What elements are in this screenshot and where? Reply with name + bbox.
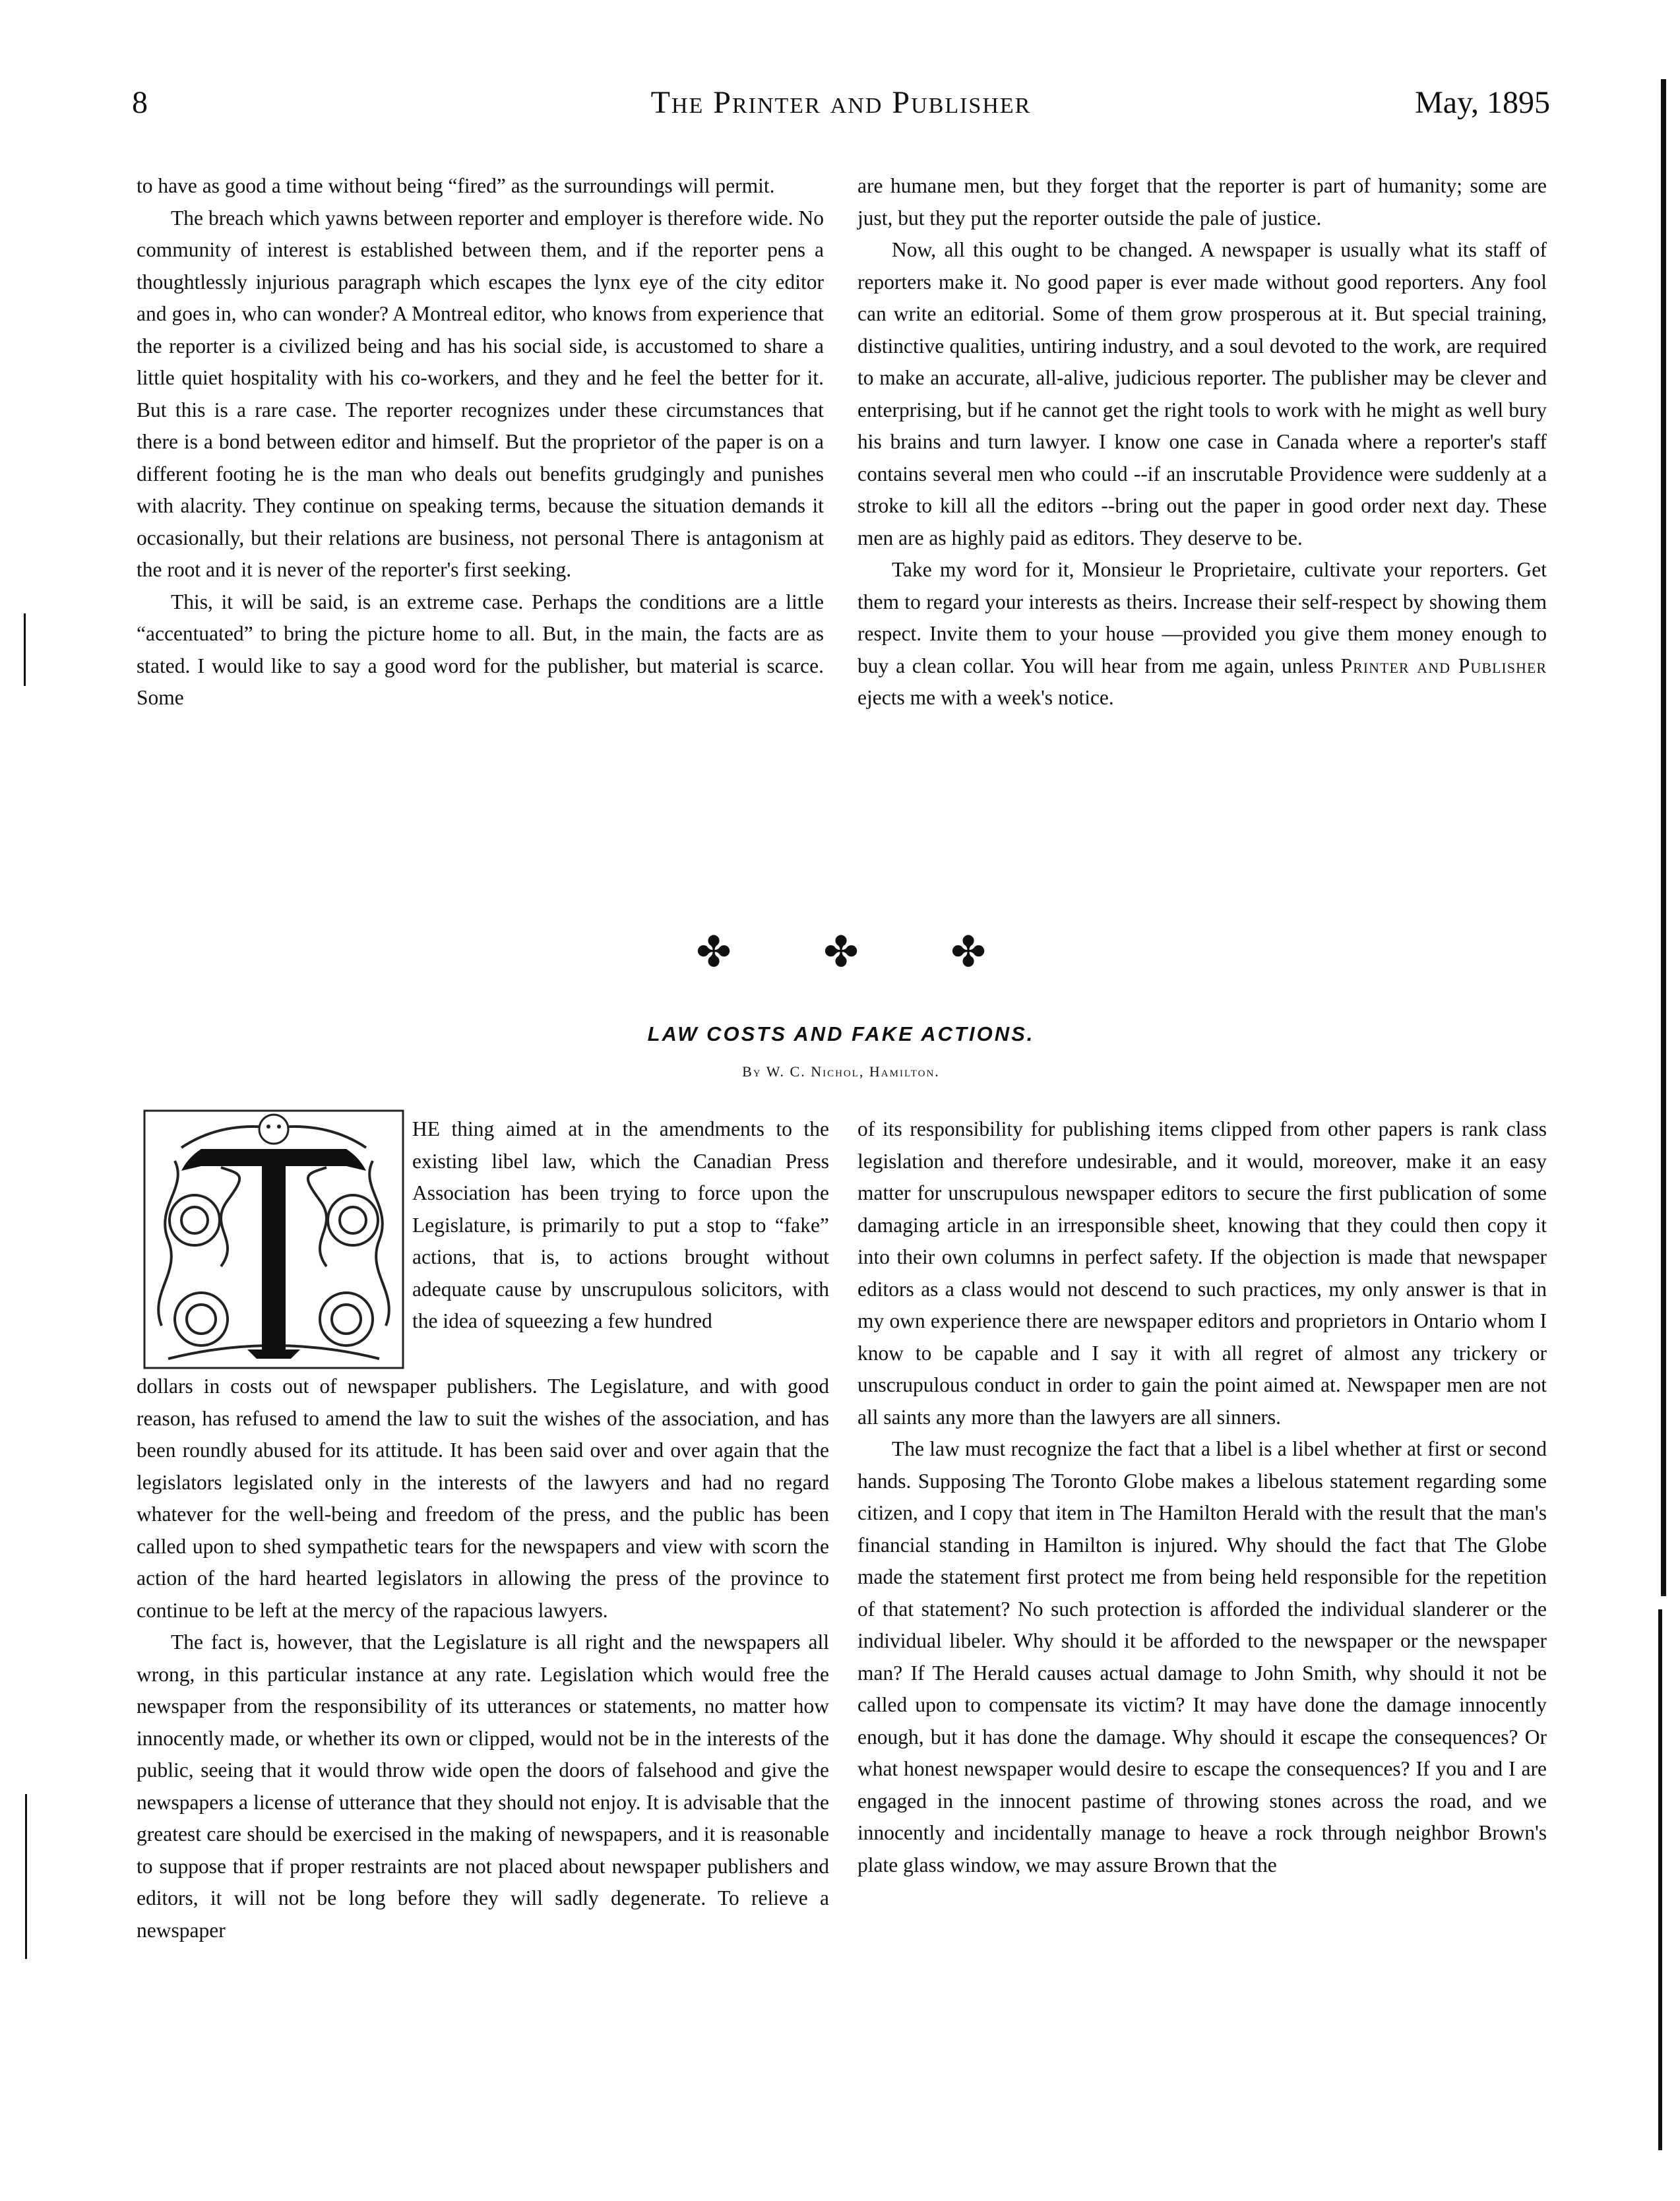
margin-mark <box>24 613 26 686</box>
lower-right-column <box>857 1113 1547 1881</box>
lower-left-column <box>137 1371 829 1946</box>
upper-left-column <box>137 170 824 714</box>
paragraph <box>857 554 1547 714</box>
running-header <box>132 84 1550 131</box>
paragraph: The breach which yawns between reporter and employer is therefore wide. No community of interest is established between them, and if the reporter pens a thoughtlessly injurious paragraph which escapes the lynx eye of the city editor and goes in, who can wonder? A Montreal editor, who knows from experience that the reporter is a civilized being and has his social side, is accustomed to share a little quiet hospitality with his co-workers, and they and he feel the better for it. But this is a rare case. The reporter recognizes under these circumstances that there is a bond between editor and himself. But the proprietor of the paper is on a different footing he is the man who deals out benefits grudgingly and punishes with alacrity. They continue on speaking terms, because the situation demands it occasionally, but their relations are business, not personal There is antagonism at the root and it is never of the reporter's first seeking. <box>137 206 824 581</box>
page-number: 8 <box>132 85 148 120</box>
binding-edge-rule <box>1658 1609 1662 2150</box>
fleuron-icon: ✤ <box>950 929 986 976</box>
paragraph: This, it will be said, is an extreme case. Perhaps the conditions are a little “accentuated” to bring the picture home to all. But, in the main, the facts are as stated. I would like to say a good word for the publisher, but material is scarce. Some <box>137 590 824 709</box>
fleuron-icon: ✤ <box>823 929 859 976</box>
binding-edge-rule <box>1661 79 1666 1596</box>
section-ornament <box>693 931 989 974</box>
article-title: LAW COSTS AND FAKE ACTIONS. <box>647 1022 1035 1045</box>
upper-right-column <box>857 170 1547 714</box>
journal-title: The Printer and Publisher <box>650 85 1032 120</box>
paragraph: HE thing aimed at in the amendments to the existing libel law, which the Canadian Press Association has been trying to force upon the Legislature, is primarily to put a stop to “fake” actions, that is, to actions brought without adequate cause by unscrupulous solicitors, with the idea of squeezing a few hundred <box>412 1117 829 1332</box>
fleuron-icon: ✤ <box>696 929 731 976</box>
lower-left-column-opening <box>412 1113 829 1338</box>
paragraph: dollars in costs out of newspaper publishers. The Legislature, and with good reason, has refused to amend the law to suit the wishes of the association, and has been roundly abused for its attitude. It has been said over and over again that the legislators legislated only in the interests of the lawyers and had no regard whatever for the well-being and freedom of the press, and the public has been called upon to shed sympathetic tears for the newspapers and view with scorn the action of the hard hearted legislators in allowing the press of the province to continue to be left at the mercy of the rapacious lawyers. <box>137 1375 829 1622</box>
decorated-initial-t-icon <box>142 1108 406 1371</box>
paragraph: are humane men, but they forget that the reporter is part of humanity; some are just, but they put the reporter outside the pale of justice. <box>857 174 1547 230</box>
paragraph-text: ejects me with a week's notice. <box>857 686 1114 709</box>
paragraph: The law must recognize the fact that a libel is a libel whether at first or second hands. Supposing The Toronto Globe makes a libelous statement regarding some citizen, and I copy that item in The Hamilton Herald with the result that the man's financial standing in Hamilton is injured. Why should the fact that The Globe made the statement first protect me from being held responsible for the repetition of that statement? No such protection is afforded the individual slanderer or the individual libeler. Why should it be afforded to the newspaper or the newspaper man? If The Herald causes actual damage to John Smith, why should it not be called upon to compensate its victim? It may have done the damage innocently enough, but it has done the damage. Why should it escape the consequences? Or what honest newspaper would desire to escape the consequences? If you and I are engaged in the innocent pastime of throwing stones across the road, and we innocently and incidentally manage to heave a rock through neighbor Brown's plate glass window, we may assure Brown that the <box>857 1437 1547 1876</box>
margin-mark <box>25 1794 27 1959</box>
paragraph: The fact is, however, that the Legislature is all right and the newspapers all wrong, in this particular instance at any rate. Legislation which would free the newspaper from the responsibility of its utterances or statements, no matter how innocently made, or whether its own or clipped, would not be in the interests of the public, seeing that it would throw wide open the doors of falsehood and give the newspapers a license of utterance that they should not enjoy. It is advisable that the greatest care should be exercised in the making of newspapers, and it is reasonable to suppose that if proper restraints are not placed about newspaper publishers and editors, it will not be long before they will sadly degenerate. To relieve a newspaper <box>137 1630 829 1942</box>
paragraph: Now, all this ought to be changed. A newspaper is usually what its staff of reporters make it. No good paper is ever made without good reporters. Any fool can write an editorial. Some of them grow prosperous at it. But special training, distinctive qualities, untiring industry, and a soul devoted to the work, are required to make an accurate, all-alive, judicious reporter. The publisher may be clever and enterprising, but if he cannot get the right tools to work with he might as well bury his brains and turn lawyer. I know one case in Canada where a reporter's staff contains several men who could --if an inscrutable Providence were suddenly at a stroke to kill all the editors --bring out the paper in good order next day. These men are as highly paid as editors. They deserve to be. <box>857 238 1547 549</box>
issue-date: May, 1895 <box>1415 85 1550 120</box>
paragraph-text: Take my word for it, Monsieur le Proprietaire, cultivate your reporters. Get them to regard your interests as theirs. Increase their self-respect by showing them respect. Invite them to your house —provided you give them money enough to buy a clean collar. You will hear from me again, unless <box>857 558 1547 677</box>
journal-name-inline: Printer and Publisher <box>1340 654 1547 677</box>
paragraph: to have as good a time without being “fired” as the surroundings will permit. <box>137 174 775 197</box>
article-byline: By W. C. Nichol, Hamilton. <box>742 1063 940 1080</box>
paragraph: of its responsibility for publishing items clipped from other papers is rank class legislation and therefore undesirable, and it would, moreover, make it an easy matter for unscrupulous newspaper editors to secure the first publication of some damaging article in an irresponsible sheet, knowing that they could then copy it into their own columns in perfect safety. If the objection is made that newspaper editors as a class would not descend to such practices, my only answer is that in my own experience there are newspaper editors and proprietors in Ontario whom I know to be capable and I say it with all regret of almost any trickery or unscrupulous conduct in order to gain the point aimed at. Newspaper men are not all saints any more than the lawyers are all sinners. <box>857 1117 1547 1429</box>
